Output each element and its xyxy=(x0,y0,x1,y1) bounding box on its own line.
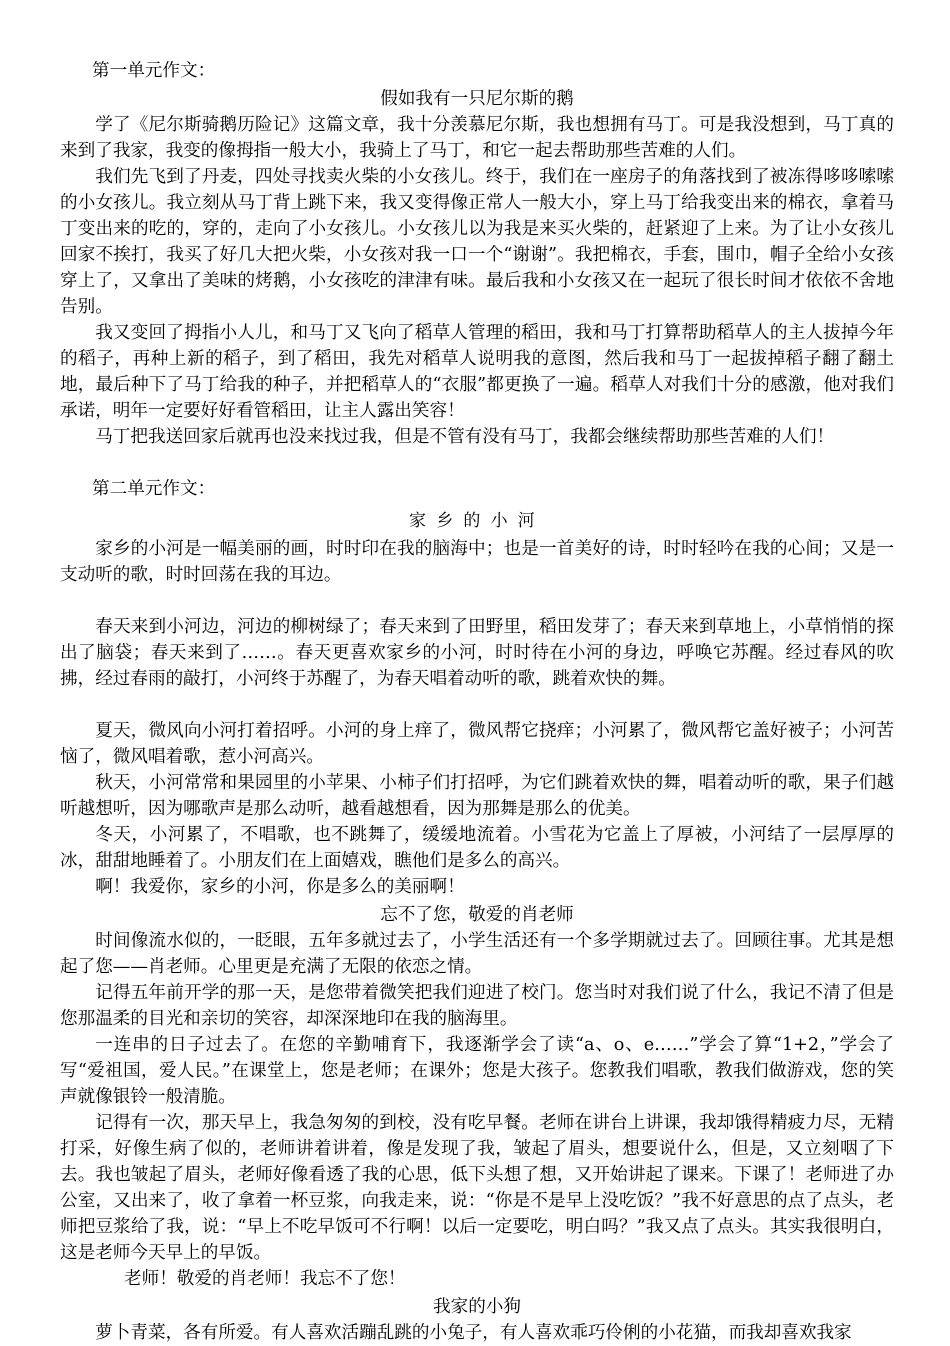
essay2-intro: 家乡的小河是一幅美丽的画，时时印在我的脑海中；也是一首美好的诗，时时轻吟在我的心间；又是一支动听的歌，时时回荡在我的耳边。 xyxy=(60,539,894,585)
essay4-first-line: 萝卜青菜，各有所爱。有人喜欢活蹦乱跳的小兔子，有人喜欢乖巧伶俐的小花猫，而我却喜欢我家 xyxy=(95,1323,852,1343)
essay3-paragraph: 记得五年前开学的那一天，是您带着微笑把我们迎进了校门。您当时对我们说了什么，我记不清了但是您那温柔的目光和亲切的笑容，却深深地印在我的脑海里。 xyxy=(60,983,894,1029)
essay1-paragraph: 我又变回了拇指小人儿，和马丁又飞向了稻草人管理的稻田，我和马丁打算帮助稻草人的主人拔掉今年的稻子，再种上新的稻子，到了稻田，我先对稻草人说明我的意图，然后我和马丁一起拔掉稻子翻了翻土地，最后种下了马丁给我的种子，并把稻草人的“衣服”都更换了一遍。稻草人对我们十分的感激，他对我们承诺，明年一定要好好看管稻田，让主人露出笑容！ xyxy=(60,323,894,421)
essay1-paragraph: 我们先飞到了丹麦，四处寻找卖火柴的小女孩儿。终于，我们在一座房子的角落找到了被冻得哆哆嗦嗦的小女孩儿。我立刻从马丁背上跳下来，我又变得像正常人一般大小，穿上马丁给我变出来的棉衣，拿着马丁变出来的吃的，穿的，走向了小女孩儿。小女孩儿以为我是来买火柴的，赶紧迎了上来。为了让小女孩儿回家不挨打，我买了好几大把火柴，小女孩对我一口一个“谢谢”。我把棉衣，手套，围巾，帽子全给小女孩穿上了，又拿出了美味的烤鹅，小女孩吃的津津有味。最后我和小女孩又在一起玩了很长时间才依依不舍地告别。 xyxy=(60,167,894,317)
essay2-ending: 啊！我爱你，家乡的小河，你是多么的美丽啊！ xyxy=(95,877,465,897)
unit1-label: 第一单元作文： xyxy=(92,61,216,81)
unit2-label: 第二单元作文： xyxy=(92,479,216,499)
essay3-paragraph: 记得有一次，那天早上，我急匆匆的到校，没有吃早餐。老师在讲台上讲课，我却饿得精疲力尽，无精打采，好像生病了似的，老师讲着讲着，像是发现了我，皱起了眉头，想要说什么，但是，又立刻咽了下去。我也皱起了眉头，老师好像看透了我的心思，低下头想了想，又开始讲起了课来。下课了！老师进了办公室，又出来了，收了拿着一杯豆浆，向我走来，说：“你是不是早上没吃饭？”我不好意思的点了点头，老师把豆浆给了我，说：“早上不吃早饭可不行啊！以后一定要吃，明白吗？”我又点了点头。其实我很明白，这是老师今天早上的早饭。 xyxy=(60,1113,894,1263)
essay2-spring: 春天来到小河边，河边的柳树绿了；春天来到了田野里，稻田发芽了；春天来到草地上，小草悄悄的探出了脑袋；春天来到了……。春天更喜欢家乡的小河，时时待在小河的身边，呼唤它苏醒。经过春风的吹拂，经过春雨的敲打，小河终于苏醒了，为春天唱着动听的歌，跳着欢快的舞。 xyxy=(60,617,894,689)
essay1-title: 假如我有一只尼尔斯的鹅 xyxy=(380,89,574,109)
essay2-autumn: 秋天，小河常常和果园里的小苹果、小柿子们打招呼，为它们跳着欢快的舞，唱着动听的歌，果子们越听越想听，因为哪歌声是那么动听，越看越想看，因为那舞是那么的优美。 xyxy=(60,773,894,819)
essay2-summer: 夏天，微风向小河打着招呼。小河的身上痒了，微风帮它挠痒；小河累了，微风帮它盖好被子；小河苦恼了，微风唱着歌，惹小河高兴。 xyxy=(60,721,894,767)
essay3-closing: 老师！敬爱的肖老师！我忘不了您！ xyxy=(124,1269,406,1289)
essay1-paragraph: 学了《尼尔斯骑鹅历险记》这篇文章，我十分羡慕尼尔斯，我也想拥有马丁。可是我没想到，马丁真的来到了我家，我变的像拇指一般大小，我骑上了马丁，和它一起去帮助那些苦难的人们。 xyxy=(60,115,894,161)
essay2-title: 家乡的小河 xyxy=(409,511,545,531)
essay3-paragraph: 一连串的日子过去了。在您的辛勤哺育下，我逐渐学会了读“a、o、e……”学会了算“1+2，”学会了写“爱祖国，爱人民。”在课堂上，您是老师；在课外；您是大孩子。您教我们唱歌，教我们做游戏，您的笑声就像银铃一般清脆。 xyxy=(60,1035,894,1107)
spacer xyxy=(60,692,894,718)
spacer xyxy=(60,450,894,476)
essay3-paragraph: 时间像流水似的，一眨眼，五年多就过去了，小学生活还有一个多学期就过去了。回顾往事。尤其是想起了您——肖老师。心里更是充满了无限的依恋之情。 xyxy=(60,931,894,977)
essay3-title: 忘不了您，敬爱的肖老师 xyxy=(380,905,574,925)
essay2-winter: 冬天，小河累了，不唱歌，也不跳舞了，缓缓地流着。小雪花为它盖上了厚被，小河结了一层厚厚的冰，甜甜地睡着了。小朋友们在上面嬉戏，瞧他们是多么的高兴。 xyxy=(60,825,894,871)
document-page xyxy=(60,58,894,1346)
essay4-title: 我家的小狗 xyxy=(433,1297,521,1317)
spacer xyxy=(60,588,894,614)
essay1-paragraph: 马丁把我送回家后就再也没来找过我，但是不管有没有马丁，我都会继续帮助那些苦难的人们！ xyxy=(95,427,835,447)
